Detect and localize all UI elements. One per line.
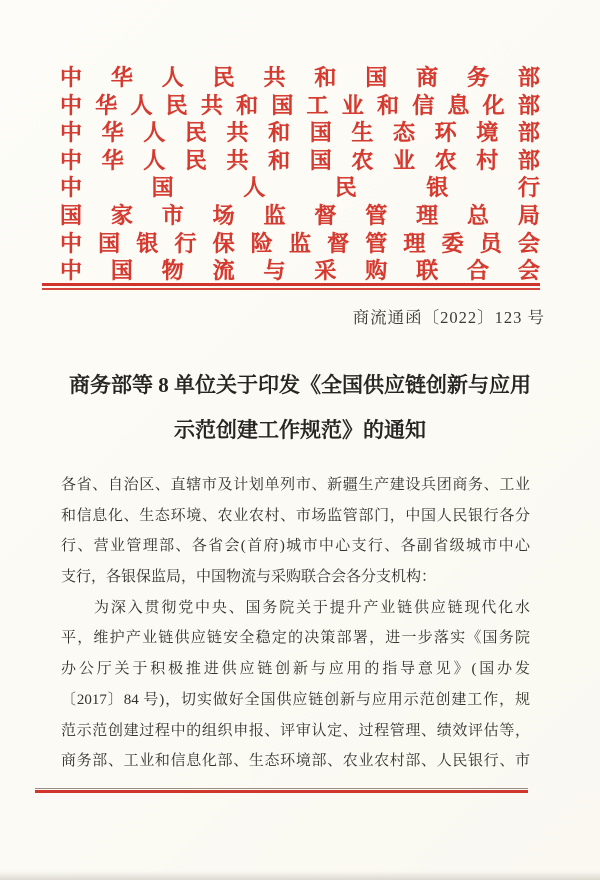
body-line: 各省、自治区、直辖市及计划单列市、新疆生产建设兵团商务、工业 — [61, 477, 530, 493]
agency-line-cflp: 中 国 物 流 与 采 购 联 合 会 — [60, 258, 540, 284]
body-line: 商务部、工业和信息化部、生态环境部、农业农村部、人民银行、市 — [61, 753, 530, 770]
scan-edge-shadow — [0, 871, 600, 880]
body-line: 行、营业管理部、各省会(首府)城市中心支行、各副省级城市中心 — [61, 538, 530, 555]
agency-line-mee: 中 华 人 民 共 和 国 生 态 环 境 部 — [60, 120, 540, 146]
document-title — [0, 363, 600, 453]
footer-divider — [35, 788, 528, 793]
agency-line-samr: 国 家 市 场 监 督 管 理 总 局 — [60, 202, 540, 228]
body-line: 平，维护产业链供应链安全稳定的决策部署，进一步落实《国务院 — [61, 630, 530, 647]
footer-divider-red-line — [35, 790, 528, 793]
body-line: 范示范创建过程中的组织申报、评审认定、过程管理、绩效评估等， — [61, 722, 530, 739]
agency-line-pboc: 中 国 人 民 银 行 — [60, 175, 540, 201]
body-line: 〔2017〕84 号)，切实做好全国供应链创新与应用示范创建工作，规 — [61, 691, 530, 708]
document-body — [61, 470, 530, 777]
footer-divider-grey-line — [35, 788, 528, 789]
letterhead-divider — [42, 283, 540, 290]
body-line: 支行，各银保监局，中国物流与采购联合会各分支机构： — [61, 569, 437, 586]
document-number: 商流通函〔2022〕123 号 — [352, 308, 545, 327]
agency-line-mofcom: 中 华 人 民 共 和 国 商 务 部 — [60, 65, 540, 90]
agency-line-miit: 中 华 人 民 共 和 国 工 业 和 信 息 化 部 — [60, 92, 540, 118]
body-line: 为深入贯彻党中央、国务院关于提升产业链供应链现代化水 — [94, 599, 530, 616]
body-line: 办公厅关于积极推进供应链创新与应用的指导意见》(国办发 — [61, 661, 530, 678]
agency-line-mara: 中 华 人 民 共 和 国 农 业 农 村 部 — [60, 147, 540, 173]
divider-thin-line — [42, 288, 540, 290]
body-line: 和信息化、生态环境、农业农村、市场监管部门，中国人民银行各分 — [61, 507, 530, 524]
agency-line-cbirc: 中 国 银 行 保 险 监 督 管 理 委 员 会 — [60, 230, 540, 256]
divider-thick-line — [42, 283, 540, 286]
document-title-line2: 示范创建工作规范》的通知 — [174, 418, 426, 442]
letterhead — [60, 64, 540, 285]
document-title-line1: 商务部等 8 单位关于印发《全国供应链创新与应用 — [69, 373, 531, 397]
